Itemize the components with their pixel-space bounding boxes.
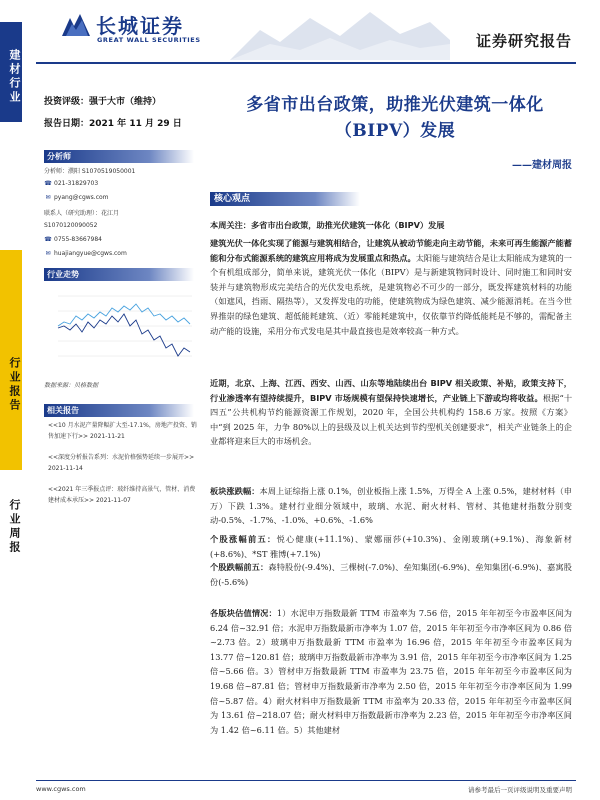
- paragraph-bold-lead: 个股涨幅前五：: [210, 534, 277, 544]
- contact-cert: S1070120090052: [44, 222, 98, 229]
- investment-rating: 投资评级：强于大市（维持）: [44, 97, 162, 107]
- paragraph-bold-lead: 个股跌幅前五：: [210, 562, 269, 572]
- analyst-line: [44, 166, 135, 175]
- contact-phone-line: [44, 236, 102, 243]
- great-wall-logo-icon: [60, 10, 92, 42]
- contact-email[interactable]: huajiangyue@cgws.com: [54, 250, 127, 257]
- paragraph-bold-lead: 近期，北京、上海、江西、西安、山西、山东等地陆续出台 BIPV 相关政策、补贴，政策支持下，行业渗透率有望持续提升，BIPV 市场规模有望保持快速增长，产业链上下游或均将收益。: [210, 378, 572, 403]
- paragraph-top-gainers: [210, 532, 572, 561]
- contact-phone: 0755-83667984: [54, 236, 102, 243]
- analyst-name: 分析师：濮阳 S1070519050001: [44, 168, 136, 175]
- chart-source: 数据来源：贝格数据: [44, 382, 99, 389]
- contact-line: [44, 208, 119, 217]
- logo-text-en: GREAT WALL SECURITIES: [97, 36, 201, 44]
- paragraph-body: 本周上证综指上涨 0.1%，创业板指上涨 1.5%，万得全 A 上涨 0.5%，建材材料（申万）下跌 1.3%。建材行业细分领域中，玻璃、水泥、耐火材料、管材、其他建材指数分别变动-0.5%、-1.7%、-1.0%、+0.6%、-1.6%: [210, 486, 572, 526]
- related-report-link[interactable]: <<深度分析报告系列：水泥价格强势延续一步展开>> 2021-11-14: [48, 454, 195, 472]
- report-title-line1: 多省市出台政策，助推光伏建筑一体化: [246, 95, 544, 115]
- analyst-email-line[interactable]: [44, 194, 109, 201]
- paragraph-policy: [210, 376, 572, 449]
- company-logo: [60, 10, 210, 50]
- analyst-heading: 分析师: [44, 150, 194, 163]
- paragraph-sector-change: [210, 484, 572, 528]
- logo-text-cn: 长城证券: [96, 14, 184, 38]
- related-report-link[interactable]: <<2021 年三季报点评：玻纤维持高景气，管材、消费建材成本承压>> 2021-11-07: [48, 486, 196, 504]
- paragraph-body: 森特股份(-9.4%)、三棵树(-7.0%)、垒知集团(-6.9%)、垒知集团(-6.9%)、嘉寓股份(-5.6%): [210, 562, 572, 587]
- contact-email-line[interactable]: [44, 250, 127, 257]
- paragraph-body: 1）水泥申万指数最新 TTM 市盈率为 7.56 倍，2015 年年初至今市盈率区间为 6.24 倍~32.91 倍；水泥申万指数最新市净率为 1.07 倍，2015 年年初至今市净率区间为 0.86 倍~2.73 倍。2）玻璃申万指数最新 TTM 市盈率为 16.96 倍，2015 年年初至今市盈率区间为 13.77 倍~120.81 倍；玻璃申万指数最新市净率为 3.91 倍，2015 年年初至今市净率区间为 1.25 倍~5.66 倍。3）管材申万指数最新 TTM 市盈率为 23.75 倍，2015 年年初至今市盈率区间为 19.68 倍~87.81 倍；管材申万指数最新市净率为 2.50 倍，2015 年年初至今市净率区间为 1.99 倍~5.87 倍。4）耐火材料申万指数最新 TTM 市盈率为 20.33 倍，2015 年年初至今市盈率区间为 13.61 倍~218.07 倍；耐火材料申万指数最新市净率为 2.23 倍，2015 年年初至今市净率区间为 1.42 倍~6.11 倍。5）其他建材: [210, 608, 572, 735]
- industry-trend-line: [58, 314, 190, 356]
- header-divider: [36, 62, 576, 64]
- contact-name: 联系人（研究助理）：花江月: [44, 210, 120, 217]
- paragraph-bold-lead: 板块涨跌幅：: [210, 486, 260, 496]
- footer-disclaimer-note: 请参考最后一页评级说明及重要声明: [468, 786, 572, 794]
- chart-gridlines: [58, 296, 192, 356]
- email-icon: ✉: [45, 194, 51, 201]
- analyst-email[interactable]: pyang@cgws.com: [54, 194, 109, 201]
- side-label-industry: 建材行业: [0, 22, 22, 122]
- paragraph-valuation: [210, 606, 572, 737]
- mountain-watermark: [230, 0, 450, 60]
- phone-icon: ☎: [44, 180, 52, 187]
- contact-cert-line: [44, 222, 97, 229]
- paragraph-bold-lead: 各版块估值情况：: [210, 608, 277, 618]
- side-label-report: 行业报告: [0, 250, 22, 470]
- related-report-link[interactable]: <<10 月水泥产量降幅扩大至-17.1%，房地产投资、销售加速下行>> 2021-11-21: [48, 422, 197, 440]
- phone-icon: ☎: [44, 236, 52, 243]
- footer-website-link[interactable]: www.cgws.com: [36, 785, 86, 793]
- industry-trend-chart: [44, 286, 194, 371]
- side-label-weekly: 行业周报: [0, 470, 22, 570]
- email-icon: ✉: [45, 250, 51, 257]
- paragraph-top-losers: [210, 560, 572, 589]
- paragraph-body: 悦心健康(+11.1%)、蒙娜丽莎(+10.3%)、金刚玻璃(+9.1%)、海象新材(+8.6%)、*ST 雅博(+7.1%): [210, 534, 572, 559]
- related-reports-heading: 相关报告: [44, 404, 194, 417]
- paragraph-bold-lead: 建筑光伏一体化实现了能源与建筑相结合，让建筑从被动节能走向主动节能，未来可再生能源产能蓄能和分布式能源系统的建筑应用将成为发展重点和热点。: [210, 238, 572, 263]
- weekly-focus: [210, 218, 572, 233]
- footer-divider: [36, 780, 576, 781]
- paragraph-body: 根据“十四五”公共机构节约能源资源工作规划，2020 年，全国公共机构约 158.6 万家。按照《方案》中“到 2025 年，力争 80%以上的县级及以上机关达到节约型机关创建要求”，相关产业链条上的企业都将迎来巨大的市场机会。: [210, 392, 573, 447]
- paragraph-body: 太阳能与建筑结合是让太阳能成为建筑的一个有机组成部分，简单来说，建筑光伏一体化（BIPV）是与新建筑物同时设计、同时施工和同时安装并与建筑物形成完美结合的光伏发电系统，是建筑物必不可少的一部分，既发挥建筑材料的功能（如遮风，挡雨、隔热等），又发挥发电的功能，使建筑物成为绿色建筑、减少能源消耗。在当今世界推崇的绿色建筑、超低能耗建筑、（近）零能耗建筑中，仅依靠节约降低能耗是不够的，需配备主动产能的设施，采用分布式发电是其中最直接也是效率较高一种方式。: [210, 252, 572, 336]
- report-title-line2: （BIPV）发展: [334, 121, 456, 141]
- analyst-phone: 021-31829703: [54, 180, 99, 187]
- report-date: 报告日期：2021 年 11 月 29 日: [44, 119, 182, 129]
- weekly-focus-text: 本周关注：多省市出台政策，助推光伏建筑一体化（BIPV）发展: [210, 220, 445, 230]
- analyst-phone-line: [44, 180, 98, 187]
- core-views-heading: 核心观点: [210, 192, 360, 206]
- paragraph-bipv-intro: [210, 236, 572, 338]
- trend-heading: 行业走势: [44, 268, 194, 281]
- report-subtitle: ——建材周报: [512, 160, 572, 171]
- page-header: [0, 0, 600, 62]
- report-type-label: 证券研究报告: [475, 32, 572, 50]
